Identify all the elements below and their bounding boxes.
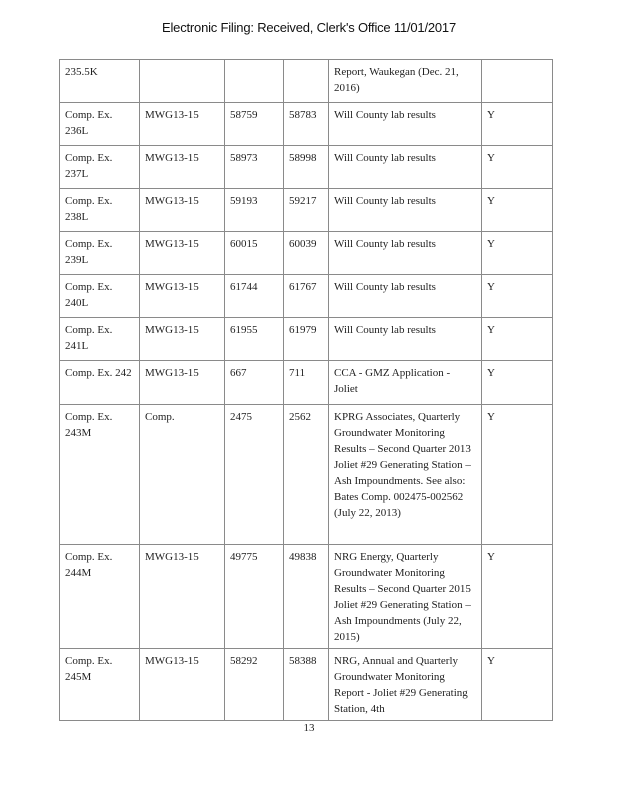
flag-cell: Y (482, 275, 553, 318)
bates-end-cell: 60039 (284, 232, 329, 275)
bates-end-cell: 59217 (284, 189, 329, 232)
bates-prefix-cell (140, 60, 225, 103)
exhibit-cell: Comp. Ex. 239L (60, 232, 140, 275)
exhibit-cell: Comp. Ex. 236L (60, 103, 140, 146)
exhibit-cell: Comp. Ex. 245M (60, 649, 140, 721)
bates-prefix-cell: MWG13-15 (140, 103, 225, 146)
bates-end-cell: 58783 (284, 103, 329, 146)
bates-prefix-cell: MWG13-15 (140, 275, 225, 318)
exhibit-cell: Comp. Ex. 238L (60, 189, 140, 232)
bates-end-cell (284, 60, 329, 103)
flag-cell: Y (482, 232, 553, 275)
table-row (60, 318, 553, 361)
description-cell: Will County lab results (329, 103, 482, 146)
bates-start-cell: 667 (225, 361, 284, 405)
table-row (60, 60, 553, 103)
bates-prefix-cell: MWG13-15 (140, 189, 225, 232)
table-row (60, 103, 553, 146)
flag-cell (482, 60, 553, 103)
bates-prefix-cell: MWG13-15 (140, 649, 225, 721)
bates-start-cell: 61744 (225, 275, 284, 318)
description-cell: Will County lab results (329, 232, 482, 275)
exhibit-table (59, 59, 553, 721)
table-row (60, 189, 553, 232)
table-row (60, 649, 553, 721)
bates-start-cell: 49775 (225, 545, 284, 649)
filing-stamp-header: Electronic Filing: Received, Clerk's Office 11/01/2017 (162, 20, 456, 35)
bates-start-cell: 59193 (225, 189, 284, 232)
flag-cell: Y (482, 189, 553, 232)
flag-cell: Y (482, 361, 553, 405)
description-cell: NRG Energy, Quarterly Groundwater Monitoring Results – Second Quarter 2015 Joliet #29 Generating Station – Ash Impoundments (July 22, 2015) (329, 545, 482, 649)
bates-start-cell: 58759 (225, 103, 284, 146)
bates-prefix-cell: MWG13-15 (140, 361, 225, 405)
table-row (60, 232, 553, 275)
table-row (60, 275, 553, 318)
flag-cell: Y (482, 545, 553, 649)
bates-start-cell: 60015 (225, 232, 284, 275)
bates-end-cell: 58998 (284, 146, 329, 189)
bates-end-cell: 61767 (284, 275, 329, 318)
bates-start-cell: 61955 (225, 318, 284, 361)
table-row (60, 361, 553, 405)
bates-end-cell: 711 (284, 361, 329, 405)
exhibit-cell: Comp. Ex. 241L (60, 318, 140, 361)
page-number: 13 (303, 722, 315, 734)
description-cell: Report, Waukegan (Dec. 21, 2016) (329, 60, 482, 103)
exhibit-table-body (60, 60, 553, 721)
exhibit-cell: Comp. Ex. 242 (60, 361, 140, 405)
exhibit-cell: Comp. Ex. 240L (60, 275, 140, 318)
flag-cell: Y (482, 405, 553, 545)
bates-start-cell: 58973 (225, 146, 284, 189)
flag-cell: Y (482, 103, 553, 146)
bates-prefix-cell: MWG13-15 (140, 146, 225, 189)
exhibit-cell: Comp. Ex. 243M (60, 405, 140, 545)
table-row (60, 405, 553, 545)
bates-start-cell (225, 60, 284, 103)
bates-prefix-cell: MWG13-15 (140, 545, 225, 649)
bates-prefix-cell: MWG13-15 (140, 318, 225, 361)
bates-end-cell: 61979 (284, 318, 329, 361)
description-cell: KPRG Associates, Quarterly Groundwater Monitoring Results – Second Quarter 2013 Joliet #29 Generating Station – Ash Impoundments. See also: Bates Comp. 002475-002562 (July 22, 2013) (329, 405, 482, 545)
bates-end-cell: 2562 (284, 405, 329, 545)
table-row (60, 146, 553, 189)
bates-start-cell: 58292 (225, 649, 284, 721)
flag-cell: Y (482, 146, 553, 189)
bates-end-cell: 58388 (284, 649, 329, 721)
exhibit-cell: Comp. Ex. 237L (60, 146, 140, 189)
bates-end-cell: 49838 (284, 545, 329, 649)
flag-cell: Y (482, 649, 553, 721)
description-cell: CCA - GMZ Application - Joliet (329, 361, 482, 405)
flag-cell: Y (482, 318, 553, 361)
bates-prefix-cell: MWG13-15 (140, 232, 225, 275)
bates-prefix-cell: Comp. (140, 405, 225, 545)
exhibit-cell: 235.5K (60, 60, 140, 103)
description-cell: Will County lab results (329, 275, 482, 318)
exhibit-cell: Comp. Ex. 244M (60, 545, 140, 649)
description-cell: Will County lab results (329, 189, 482, 232)
description-cell: Will County lab results (329, 146, 482, 189)
description-cell: NRG, Annual and Quarterly Groundwater Monitoring Report - Joliet #29 Generating Station, 4th (329, 649, 482, 721)
table-row (60, 545, 553, 649)
description-cell: Will County lab results (329, 318, 482, 361)
bates-start-cell: 2475 (225, 405, 284, 545)
